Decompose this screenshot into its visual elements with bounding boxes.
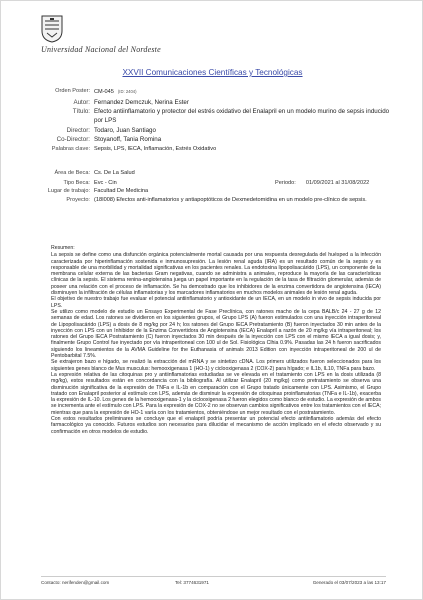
titulo-value: Efecto antiinflamatorio y protector del estrés oxidativo del Enalapril en un modelo murino de sepsis inducido por LPS (94, 108, 390, 124)
abstract-section (51, 245, 381, 435)
abstract-paragraph: Se utilizo como modelo de estudio un Ensayo Experimental de Fase Preclínica, con ratones macho de la cepa BALB/c 24 - 27 g de 12 semanas de edad. Los ratones se dividieron en los siguientes grupos, el Grupo LPS (A) fueron estimulados con una inyección intraperitoneal de Lipopolisacárido (LPS) a dosis de 8 mg/kg por 24 h; los ratones del Grupo IECA Pretratamiento (B) fueron inyectados 30 min antes de la inyección con LPS con un Inhibidor de la Enzima Convertidora de Angiotensina (IECA) Enalapril a razón de 20 mg/kg vía intraperitoneal; los ratones del Grupo IECA Postratamiento (C) fueron inyectados 30 min después de la inyección con LPS con el mismo IECA a igual dosis; y, finalmente Grupo Control fue inyectado por vía intraperitoneal con 100 ul de Sol. Fisiológica Clhia 0.9%. Pasadas las 24 h fueron sacrificados siguiendo los lineamientos de la AVMA Guideline for the Euthanasia of animals 2013 Edition con inyección intraperitoneal de 200 ul de Pentobarbital 7.5%. (51, 308, 381, 360)
footer-contact: Contacto: nerifenden@gmail.com (41, 580, 110, 585)
lugar-label: Lugar de trabajo: (47, 188, 90, 194)
director-label: Director: (66, 127, 90, 134)
autor-label: Autor: (73, 99, 90, 106)
periodo-label: Periodo: (275, 180, 296, 186)
periodo-block (275, 180, 369, 187)
page-footer (41, 576, 386, 585)
abstract-paragraph: Se extrajeron bazo e hígado, se realizó la extracción del mRNA y se sintetizo cDNA. Los primers utilizados fueron seleccionados para los siguientes genes blanco de Mus musculus: hemooxigenasa 1 (HO-1) y ciclooxigenasa 2 (COX-2) para hígado; e IL1b, IL10, TNFa para bazo. (51, 359, 381, 372)
tipo-label: Tipo Beca: (63, 180, 90, 186)
orden-label: Orden Poster: (55, 88, 90, 94)
proyecto-value: (18I008) Efectos anti-inflamatorios y antiapoptóticos de Dexmedetomidina en un modelo pre-clínico de sepsis. (94, 197, 367, 203)
titulo-label: Título: (72, 108, 90, 115)
abstract-paragraph: El objetivo de nuestro trabajo fue evaluar el potencial antiinflamatorio y antioxidante de un IECA, en un modelo in vivo de sepsis inducida por LPS. (51, 296, 381, 309)
codirector-label: Co-Director: (56, 136, 90, 143)
area-label: Área de Beca: (54, 170, 90, 176)
footer-phone: Tel: 3774631971 (175, 580, 209, 585)
abstract-paragraph: La sepsis se define como una disfunción orgánica potencialmente mortal causada por una respuesta desregulada del huésped a la infección caracterizada por hiperinflamación sostenida e inmunosupresión. La lesión renal aguda (IRA) es un resultado común de la sepsis y es responsable de una morbilidad y mortalidad significativas en los pacientes renales. La endotoxina lipopolisacárido (LPS), un componente de la membrana celular externa de las bacterias Gram negativas, cuando se administra a animales, reproduce la mayoría de las características clínicas de la sepsis. El sistema renina-angiotensina juega un papel importante en la regulación de la tasa de filtración glomerular, además de poseer una relación con el proceso de inflamación. Se ha demostrado que los inhibidores de la enzima convertidora de angiotensina (IECA) disminuyen la infiltración de células inflamatorias y los marcadores inflamatorios en muchos modelos animales de lesión renal aguda. (51, 252, 381, 297)
area-value: Cs. De La Salud (94, 170, 135, 176)
abstract-paragraph: Con estos resultados preliminares se concluye que el enalapril podría presentar un potencial efecto antiinflamatorio además del efecto farmacológico ya conocido. Futuros estudios son necesarios para dilucidar el mecanismo de acción implicado en el efecto observado y su confirmación en otros modelos de estudio. (51, 416, 381, 435)
abstract-heading: Resumen: (51, 245, 75, 251)
orden-id: (ID: 2404) (117, 89, 137, 94)
autor-value: Fernandez Demczuk, Nerina Ester (94, 99, 189, 106)
palabras-label: Palabras clave: (51, 146, 90, 152)
footer-generated: Generado el 03/07/2023 a las 13:17 (312, 580, 386, 585)
tipo-value: Evc - Cin (94, 180, 117, 186)
codirector-value: Stoyanoff, Tania Romina (94, 136, 162, 143)
university-logo-icon (41, 15, 63, 43)
director-value: Todaro, Juan Santiago (94, 127, 156, 134)
proyecto-label: Proyecto: (66, 197, 90, 203)
abstract-paragraph: La expresión relativa de las citoquinas pro y antiinflamatorias estudiadas se ve elevada en el tratamiento con LPS en la dosis utilizada (8 mg/kg), estos resultados están en concordancia con la bibliografía. Al utilizar Enalapril (20 mg/kg) como pretratamiento se observa una disminución significativa de la expresión de TNFa e IL-1b en comparación con el Grupo tratado únicamente con LPS. Asimismo, el Grupo tratado con Enalapril posterior al estímulo con LPS, además de disminuir la expresión de citoquinas proinflamatorias (TNFa e IL-1b), exacerba la expresión de IL-10. Los genes de la hemooxigenasa-1 y la ciclooxigenasa 2 fueron elegidos como blanco de estudio. La expresión de ambos se incrementa ante el estímulo con LPS. Para la expresión de COX-2 no se observan cambios significativos entre los tratamientos con el IECA; mientras que para la expresión de HO-1 varía con los tratamientos, obteniéndose un mejor resultado con el postratamiento. (51, 371, 381, 416)
orden-value: CM-045 (94, 89, 114, 95)
conference-title: XXVII Comunicaciones Científicas y Tecnológicas (122, 68, 303, 77)
university-name: Universidad Nacional del Nordeste (41, 45, 161, 54)
lugar-value: Facultad De Medicina (94, 188, 149, 194)
periodo-value: 01/09/2021 al 31/08/2022 (305, 180, 370, 186)
palabras-value: Sepsis, LPS, IECA, Inflamación, Estrés Oxidativo (94, 146, 217, 152)
